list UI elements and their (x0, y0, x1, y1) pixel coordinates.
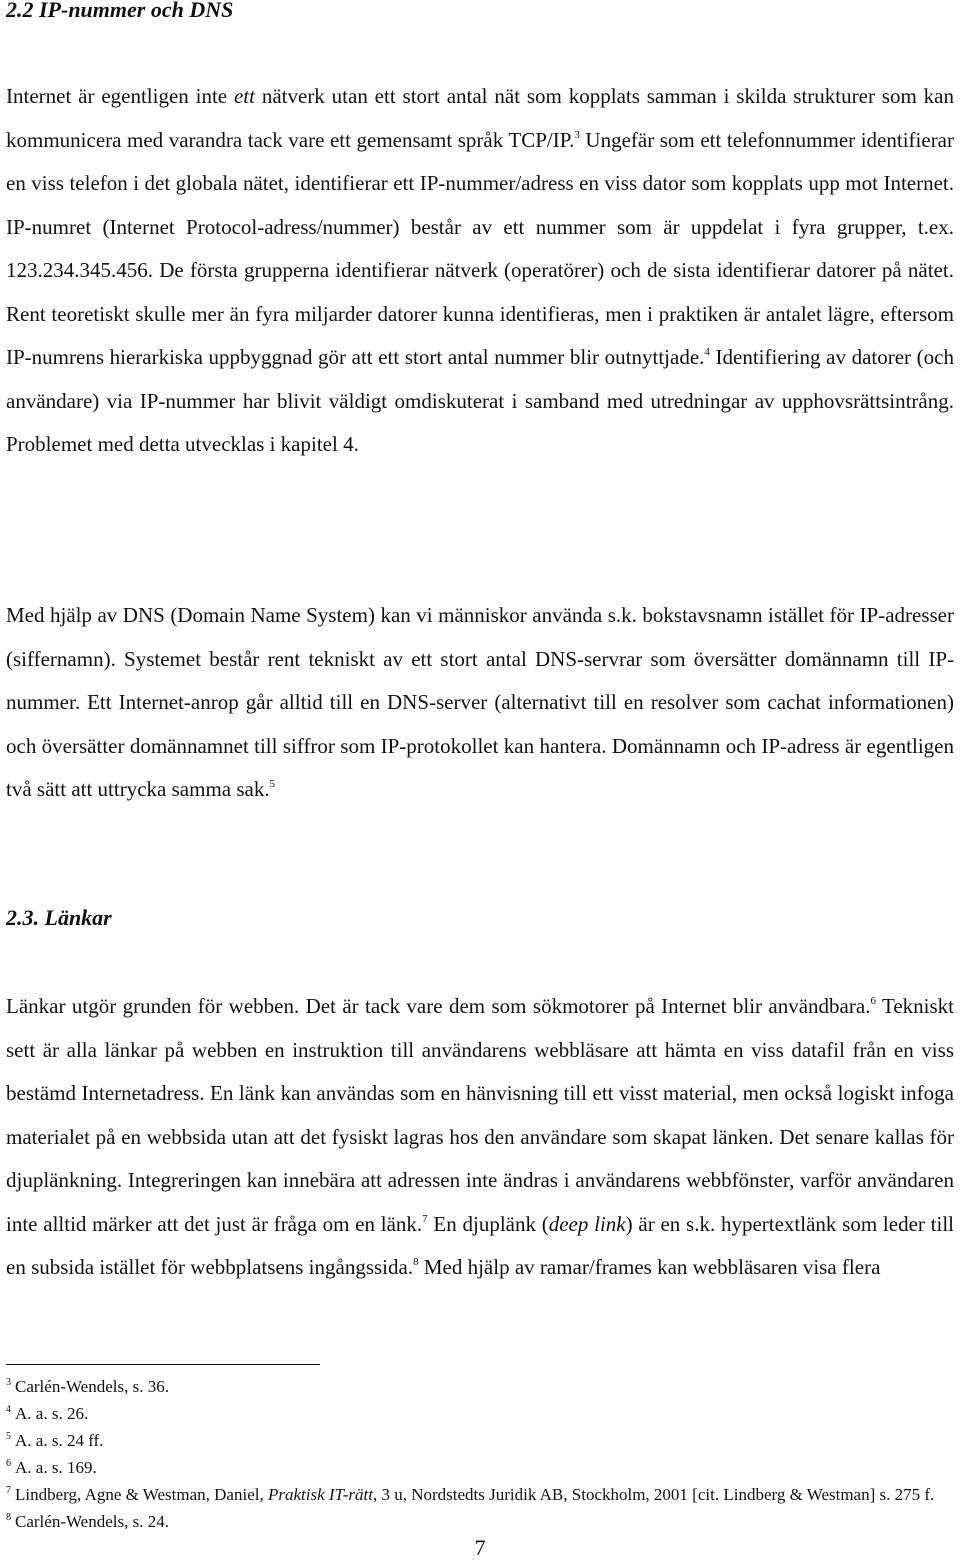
text-run: En djuplänk ( (427, 1211, 549, 1236)
emphasis: ett (233, 84, 255, 108)
text-run: ) är en s.k. hypertextlänk som leder till en subsida istället för webbplatsens ingångssida. (6, 1211, 954, 1279)
text-run: Internet är egentligen inte (6, 84, 234, 108)
footnote-text: A. a. s. 24 ff. (15, 1431, 104, 1450)
footnote-number: 5 (6, 1431, 11, 1442)
footnote-ref[interactable]: 5 (269, 778, 276, 790)
footnote-divider (6, 1364, 320, 1365)
paragraph-dns (6, 594, 954, 812)
text-run: Identifiering av datorer (och användare) via IP-nummer har blivit väldigt omdiskuterat i samband med utredningar av upphovsrättsintrång. Problemet med detta utvecklas i kapitel 4. (6, 345, 954, 456)
footnote-text: , 3 u, Nordstedts Juridik AB, Stockholm, 2001 [cit. Lindberg & Westman] s. 275 f. (372, 1485, 935, 1504)
text-run: nätverk utan ett stort antal nät som kopplats samman i skilda strukturer som kan kommunicera med varandra tack vare ett gemensamt språk TCP/IP. (6, 84, 954, 152)
footnote-4 (6, 1398, 954, 1425)
footnote-ref[interactable]: 7 (422, 1212, 428, 1225)
footnote-text: A. a. s. 26. (15, 1404, 89, 1423)
footnote-6 (6, 1452, 954, 1479)
footnote-text: Carlén-Wendels, s. 36. (15, 1377, 169, 1396)
footnote-5 (6, 1425, 954, 1452)
paragraph-links (6, 985, 954, 1290)
section-heading: 2.2 IP-nummer och DNS (6, 0, 234, 22)
page-number: 7 (474, 1535, 486, 1560)
footnote-ref[interactable]: 8 (413, 1256, 419, 1268)
footnote-number: 4 (6, 1404, 11, 1415)
text-run: Länkar utgör grunden för webben. Det är tack vare dem som sökmotorer på Internet blir användbara. (6, 994, 871, 1018)
footnote-7 (6, 1479, 954, 1506)
footnote-text: A. a. s. 169. (15, 1458, 97, 1477)
subsection-heading: 2.3. Länkar (6, 905, 112, 930)
footnote-number: 8 (6, 1512, 11, 1523)
footnote-ref[interactable]: 3 (574, 128, 580, 141)
text-run: Ungefär som ett telefonnummer identifierar en viss telefon i det globala nätet, identifierar ett IP-nummer/adress en viss dator som kopplats upp mot Internet. IP-numret (Internet Protocol-adress/nummer) består av ett nummer som är uppdelat i fyra grupper, t.ex. 123.234.345.456. De första grupperna identifierar nätverk (operatörer) och de sista identifierar datorer på nätet. Rent teoretiskt skulle mer än fyra miljarder datorer kunna identifieras, men i praktiken är antalet lägre, eftersom IP-numrens hierarkiska uppbyggnad gör att ett stort antal nummer blir outnyttjade. (6, 127, 955, 369)
footnote-ref[interactable]: 6 (870, 995, 876, 1007)
footnote-8 (6, 1506, 954, 1533)
footnote-number: 7 (6, 1485, 11, 1496)
emphasis: deep link (548, 1211, 626, 1236)
footnote-number: 6 (6, 1458, 11, 1469)
footnote-text: Carlén-Wendels, s. 24. (15, 1512, 169, 1531)
text-run: Tekniskt sett är alla länkar på webben en instruktion till användarens webbläsare att hämta en viss datafil från en viss bestämd Internetadress. En länk kan användas som en hänvisning till ett visst material, men också logiskt infoga materialet på en webbsida utan att det fysiskt lagras hos den användare som skapat länken. Det senare kallas för djuplänkning. Integreringen kan innebära att adressen inte ändras i användarens webbfönster, varför användaren inte alltid märker att det just är fråga om en länk. (6, 994, 954, 1236)
footnote-ref[interactable]: 4 (704, 346, 710, 358)
book-title: Praktisk IT-rätt (267, 1485, 373, 1504)
paragraph-ip-numbers (6, 75, 954, 467)
footnote-3 (6, 1371, 954, 1398)
text-run: Med hjälp av DNS (Domain Name System) kan vi människor använda s.k. bokstavsnamn istället för IP-adresser (siffernamn). Systemet består rent tekniskt av ett stort antal DNS-servrar som översätter domännamn till IP-nummer. Ett Internet-anrop går alltid till en DNS-server (alternativt till en resolver som cachat informationen) och översätter domännamnet till siffror som IP-protokollet kan hantera. Domännamn och IP-adress är egentligen två sätt att uttrycka samma sak. (6, 603, 954, 801)
footnotes (6, 1371, 954, 1533)
text-run: Med hjälp av ramar/frames kan webbläsaren visa flera (418, 1255, 881, 1279)
footnote-text: Lindberg, Agne & Westman, Daniel, (15, 1485, 268, 1504)
footnote-number: 3 (6, 1377, 11, 1388)
